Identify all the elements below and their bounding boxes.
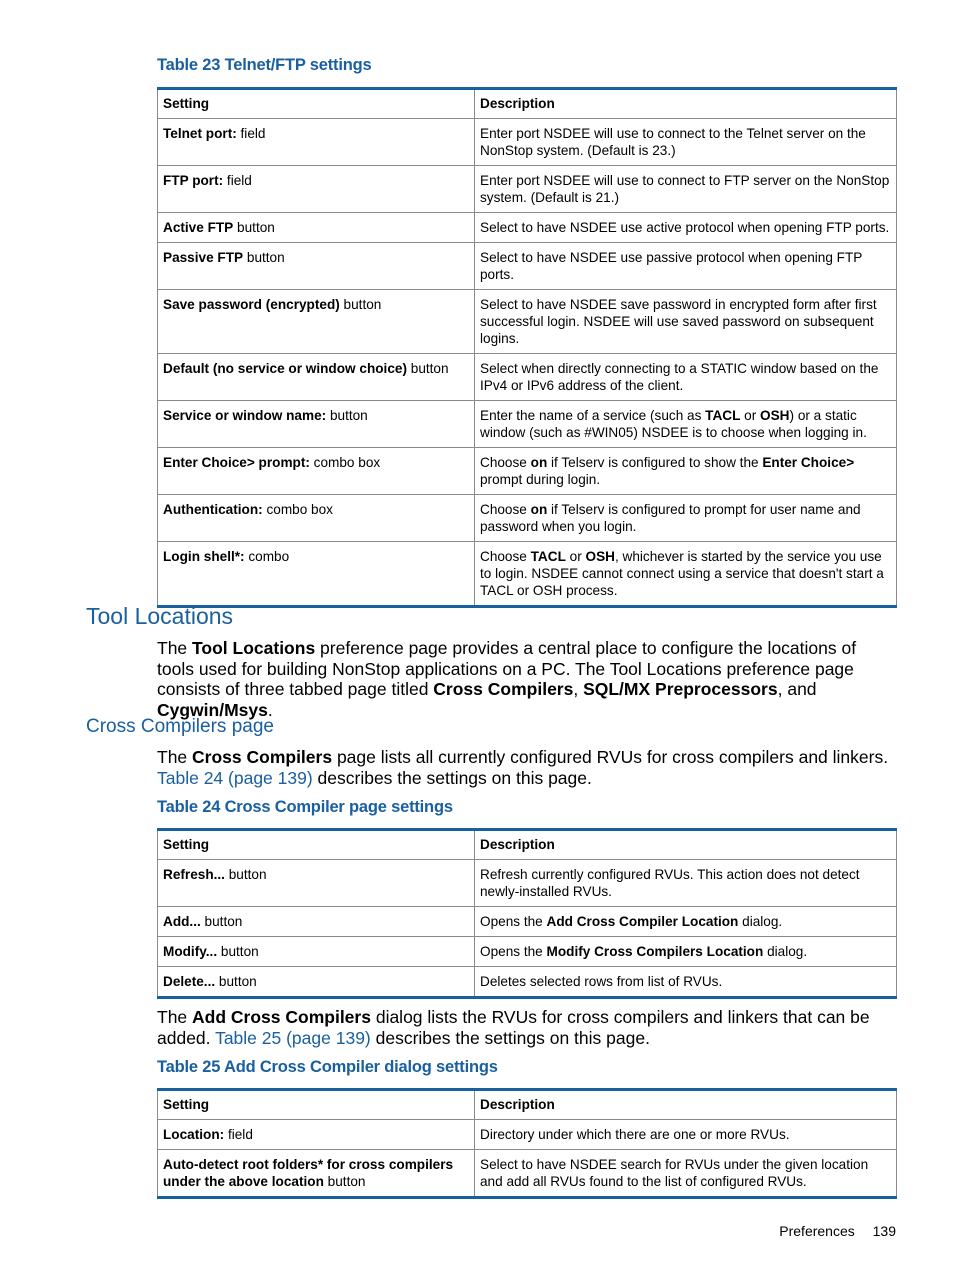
table-row <box>158 166 897 213</box>
table-row <box>158 1120 897 1150</box>
bold-term: on <box>530 502 548 517</box>
setting-cell: Auto-detect root folders* for cross compilers under the above location button <box>158 1150 475 1198</box>
setting-name: Auto-detect root folders* for cross compilers under the above location <box>163 1157 454 1189</box>
setting-cell: Default (no service or window choice) button <box>158 354 475 401</box>
description-cell: Refresh currently configured RVUs. This action does not detect newly-installed RVUs. <box>475 860 897 907</box>
table-24-cross-compiler-page-settings <box>157 828 897 999</box>
table-row <box>158 213 897 243</box>
setting-cell: Refresh... button <box>158 860 475 907</box>
table-row <box>158 119 897 166</box>
footer-section-name: Preferences <box>779 1223 855 1239</box>
table-row <box>158 401 897 448</box>
description-cell: Opens the Add Cross Compiler Location dialog. <box>475 907 897 937</box>
subsection-heading-cross-compilers-page: Cross Compilers page <box>86 716 274 737</box>
setting-name: Active FTP <box>163 220 234 235</box>
setting-cell: Login shell*: combo <box>158 542 475 607</box>
setting-cell: Delete... button <box>158 967 475 998</box>
setting-cell: Passive FTP button <box>158 243 475 290</box>
bold-term: Cygwin/Msys <box>157 699 268 720</box>
description-cell: Select when directly connecting to a STATIC window based on the IPv4 or IPv6 address of the client. <box>475 354 897 401</box>
description-cell: Choose TACL or OSH, whichever is started by the service you use to login. NSDEE cannot connect using a service that doesn't start a TACL or OSH process. <box>475 542 897 607</box>
setting-cell: Telnet port: field <box>158 119 475 166</box>
add-cross-compilers-paragraph: The Add Cross Compilers dialog lists the RVUs for cross compilers and linkers that can be added. Table 25 (page 139) describes the settings on this page. <box>157 1007 870 1048</box>
table-24-caption: Table 24 Cross Compiler page settings <box>157 798 453 816</box>
description-cell: Select to have NSDEE save password in encrypted form after first successful login. NSDEE will use saved password on subsequent logins. <box>475 290 897 354</box>
setting-name: Telnet port: <box>163 126 237 141</box>
bold-term: Add Cross Compilers <box>192 1007 371 1027</box>
page-footer <box>779 1223 896 1239</box>
page-number: 139 <box>872 1223 896 1239</box>
setting-name: FTP port: <box>163 173 224 188</box>
column-header-description: Description <box>475 89 897 119</box>
column-header-setting: Setting <box>158 830 475 860</box>
description-cell: Select to have NSDEE search for RVUs under the given location and add all RVUs found to the list of configured RVUs. <box>475 1150 897 1198</box>
table-row <box>158 860 897 907</box>
bold-term: Enter Choice> <box>762 455 855 470</box>
description-cell: Enter port NSDEE will use to connect to FTP server on the NonStop system. (Default is 21.) <box>475 166 897 213</box>
setting-name: Modify... <box>163 944 218 959</box>
table-row <box>158 495 897 542</box>
table-row <box>158 1150 897 1198</box>
description-cell: Choose on if Telserv is configured to show the Enter Choice> prompt during login. <box>475 448 897 495</box>
description-cell: Enter the name of a service (such as TACL or OSH) or a static window (such as #WIN05) NSDEE is to choose when logging in. <box>475 401 897 448</box>
setting-cell: Save password (encrypted) button <box>158 290 475 354</box>
setting-cell: Active FTP button <box>158 213 475 243</box>
cross-reference-link[interactable]: Table 25 (page 139) <box>215 1027 371 1048</box>
column-header-description: Description <box>475 830 897 860</box>
bold-term: Cross Compilers <box>433 679 574 699</box>
table-25-add-cross-compiler-dialog-settings <box>157 1088 897 1199</box>
table-row <box>158 542 897 607</box>
table-25-caption: Table 25 Add Cross Compiler dialog settings <box>157 1058 498 1076</box>
bold-term: Tool Locations <box>192 638 316 658</box>
setting-name: Add... <box>163 914 201 929</box>
description-cell: Enter port NSDEE will use to connect to the Telnet server on the NonStop system. (Default is 23.) <box>475 119 897 166</box>
bold-term: SQL/MX Preprocessors <box>583 679 778 699</box>
bold-term: Modify Cross Compilers Location <box>546 944 764 959</box>
setting-name: Default (no service or window choice) <box>163 361 407 376</box>
table-row <box>158 290 897 354</box>
bold-term: Cross Compilers <box>192 747 333 767</box>
setting-cell: Enter Choice> prompt: combo box <box>158 448 475 495</box>
setting-name: Location: <box>163 1127 225 1142</box>
bold-term: OSH <box>760 408 790 423</box>
cross-compilers-paragraph: The Cross Compilers page lists all currently configured RVUs for cross compilers and linkers. Table 24 (page 139) describes the settings on this page. <box>157 747 889 788</box>
column-header-description: Description <box>475 1090 897 1120</box>
description-cell: Opens the Modify Cross Compilers Location dialog. <box>475 937 897 967</box>
description-cell: Select to have NSDEE use passive protocol when opening FTP ports. <box>475 243 897 290</box>
bold-term: TACL <box>530 549 566 564</box>
column-header-setting: Setting <box>158 1090 475 1120</box>
setting-cell: Add... button <box>158 907 475 937</box>
description-cell: Select to have NSDEE use active protocol when opening FTP ports. <box>475 213 897 243</box>
bold-term: Add Cross Compiler Location <box>546 914 739 929</box>
setting-name: Save password (encrypted) <box>163 297 340 312</box>
setting-name: Login shell*: <box>163 549 245 564</box>
bold-term: on <box>530 455 548 470</box>
tool-locations-paragraph: The Tool Locations preference page provides a central place to configure the locations of tools used for building NonStop applications on a PC. The Tool Locations preference page consists of three tabbed page titled Cross Compilers, SQL/MX Preprocessors, and Cygwin/Msys. <box>157 638 857 720</box>
table-row <box>158 448 897 495</box>
table-23-caption: Table 23 Telnet/FTP settings <box>157 56 372 74</box>
cross-reference-link[interactable]: Table 24 (page 139) <box>157 767 313 788</box>
setting-name: Authentication: <box>163 502 263 517</box>
table-row <box>158 937 897 967</box>
section-heading-tool-locations: Tool Locations <box>86 603 234 629</box>
setting-cell: Service or window name: button <box>158 401 475 448</box>
setting-name: Enter Choice> prompt: <box>163 455 310 470</box>
bold-term: OSH <box>585 549 615 564</box>
table-23-telnet-ftp-settings <box>157 87 897 608</box>
table-row <box>158 907 897 937</box>
description-cell: Choose on if Telserv is configured to prompt for user name and password when you login. <box>475 495 897 542</box>
table-row <box>158 354 897 401</box>
setting-cell: Location: field <box>158 1120 475 1150</box>
description-cell: Deletes selected rows from list of RVUs. <box>475 967 897 998</box>
setting-name: Passive FTP <box>163 250 244 265</box>
table-row <box>158 967 897 998</box>
setting-name: Delete... <box>163 974 216 989</box>
bold-term: TACL <box>705 408 741 423</box>
setting-name: Service or window name: <box>163 408 327 423</box>
column-header-setting: Setting <box>158 89 475 119</box>
setting-name: Refresh... <box>163 867 225 882</box>
description-cell: Directory under which there are one or more RVUs. <box>475 1120 897 1150</box>
setting-cell: FTP port: field <box>158 166 475 213</box>
table-row <box>158 243 897 290</box>
setting-cell: Modify... button <box>158 937 475 967</box>
setting-cell: Authentication: combo box <box>158 495 475 542</box>
